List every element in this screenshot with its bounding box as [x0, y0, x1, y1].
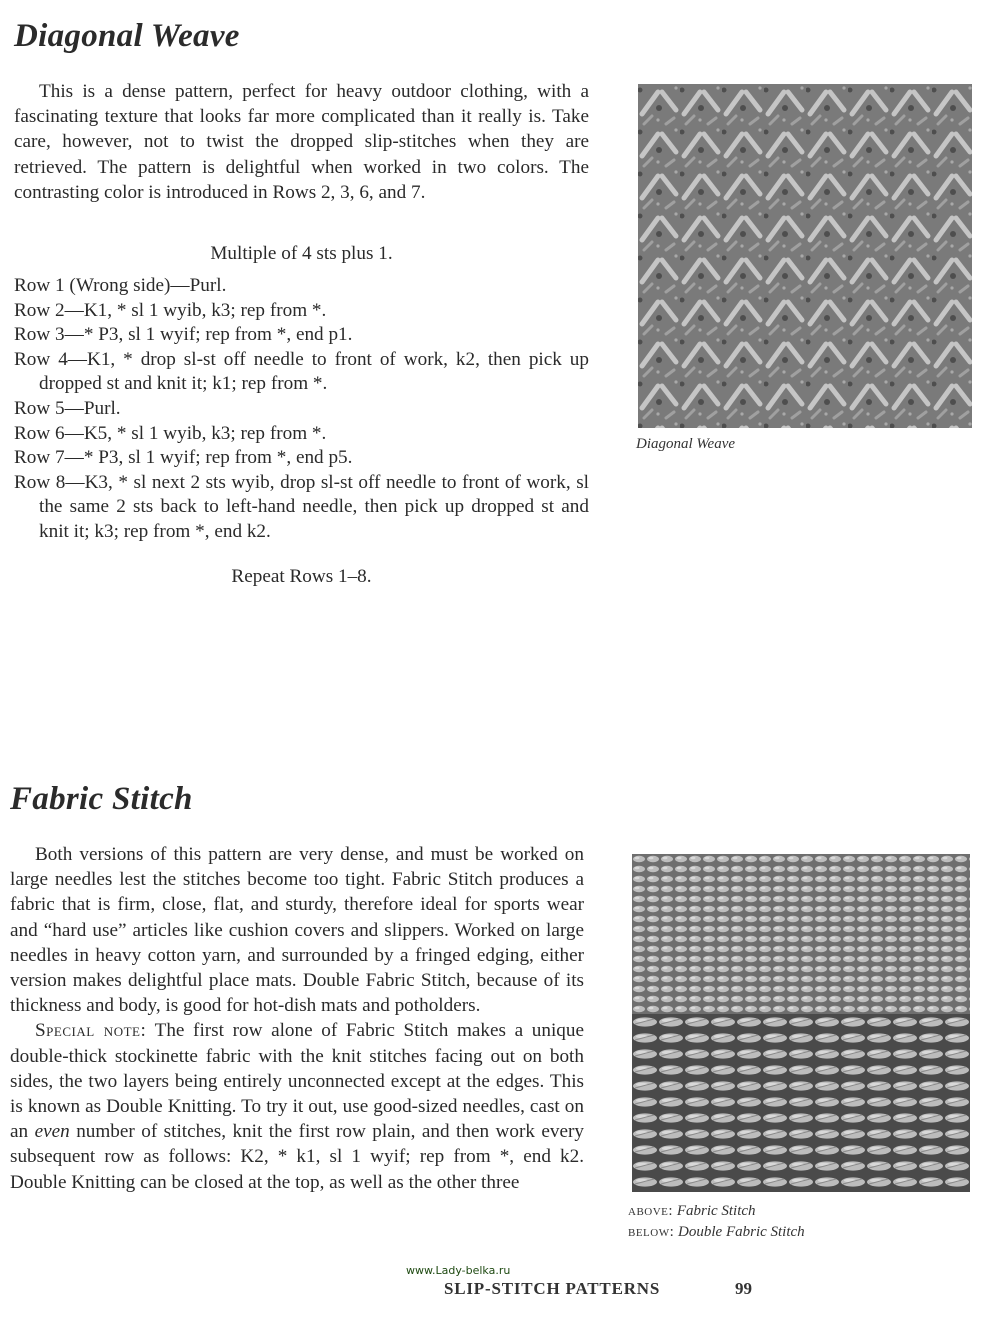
instruction-row: Row 7—* P3, sl 1 wyif; rep from *, end p5.: [14, 447, 353, 469]
fabric-stitch-photo: [632, 854, 970, 1192]
caption-above-label: above:: [628, 1203, 674, 1219]
page-number: 99: [735, 1279, 752, 1298]
intro-paragraph: This is a dense pattern, perfect for heavy outdoor clothing, with a fascinating texture that looks far more complicated than it really is. Take care, however, not to twist the dropped slip-stitches when they are retrieved. The pattern is delightful when worked in two colors. The contrasting color is introduced in Rows 2, 3, 6, and 7.: [14, 81, 589, 203]
photo-caption-fabric-stitch: [628, 1201, 805, 1243]
row-instructions: [14, 274, 589, 545]
section-title-fabric-stitch: Fabric Stitch: [10, 781, 193, 817]
fabric-stitch-text: [10, 842, 584, 1195]
intro-paragraph: Both versions of this pattern are very dense, and must be worked on large needles lest the stitches become too tight. Fabric Stitch produces a fabric that is firm, close, flat, and sturdy, therefore ideal for sports wear and “hard use” articles like cushion covers and slippers. Worked on large needles in heavy cotton yarn, and surrounded by a fringed edging, either version makes delightful place mats. Double Fabric Stitch, because of its thickness and body, is good for hot-dish mats and potholders.: [10, 844, 584, 1017]
section-title-diagonal-weave: Diagonal Weave: [14, 18, 240, 54]
watermark-link[interactable]: www.Lady-belka.ru: [406, 1264, 511, 1277]
diagonal-weave-intro: [14, 79, 589, 205]
emphasis-even: even: [34, 1121, 70, 1143]
instruction-row: Row 4—K1, * drop sl-st off needle to front of work, k2, then pick up dropped st and knit it; k1; rep from *.: [14, 348, 589, 395]
special-note-label: Special note:: [35, 1020, 147, 1042]
caption-below: [628, 1222, 805, 1243]
diagonal-weave-photo: [638, 84, 972, 428]
instruction-row: Row 1 (Wrong side)—Purl.: [14, 275, 227, 296]
caption-above-text: Fabric Stitch: [676, 1203, 756, 1219]
fabric-stitch-texture: [632, 854, 970, 1192]
caption-below-label: below:: [628, 1224, 675, 1240]
instruction-row: Row 2—K1, * sl 1 wyib, k3; rep from *.: [14, 299, 327, 321]
stitch-multiple: Multiple of 4 sts plus 1.: [210, 243, 393, 264]
instruction-row: Row 3—* P3, sl 1 wyif; rep from *, end p1.: [14, 324, 353, 346]
instruction-row: Row 6—K5, * sl 1 wyib, k3; rep from *.: [14, 422, 327, 444]
caption-above: [628, 1201, 805, 1222]
running-title: SLIP-STITCH PATTERNS: [444, 1279, 661, 1298]
instruction-row: Row 5—Purl.: [14, 397, 121, 419]
special-note-paragraph: [10, 1018, 584, 1194]
special-note-text-cont: number of stitches, knit the first row plain, and then work every subsequent row as follows: K2, * k1, sl 1 wyif; rep from *, end k2. Double Knitting can be closed at the top, as well as the other three: [10, 1121, 585, 1193]
repeat-rows: Repeat Rows 1–8.: [231, 566, 372, 587]
diagonal-weave-texture: [638, 84, 972, 428]
photo-caption-diagonal-weave: Diagonal Weave: [636, 436, 736, 452]
instruction-row: Row 8—K3, * sl next 2 sts wyib, drop sl-st off needle to front of work, sl the same 2 sts back to left-hand needle, then pick up dropped st and knit it; k3; rep from *, end k2.: [14, 471, 589, 542]
caption-below-text: Double Fabric Stitch: [678, 1224, 805, 1240]
special-note-text: The first row alone of Fabric Stitch makes a unique double-thick stockinette fabric with the knit stitches facing out on both sides, the two layers being entirely unconnected except at the edges. This is known as Double Knitting. To try it out, use good-sized needles, cast on an: [10, 1020, 584, 1143]
